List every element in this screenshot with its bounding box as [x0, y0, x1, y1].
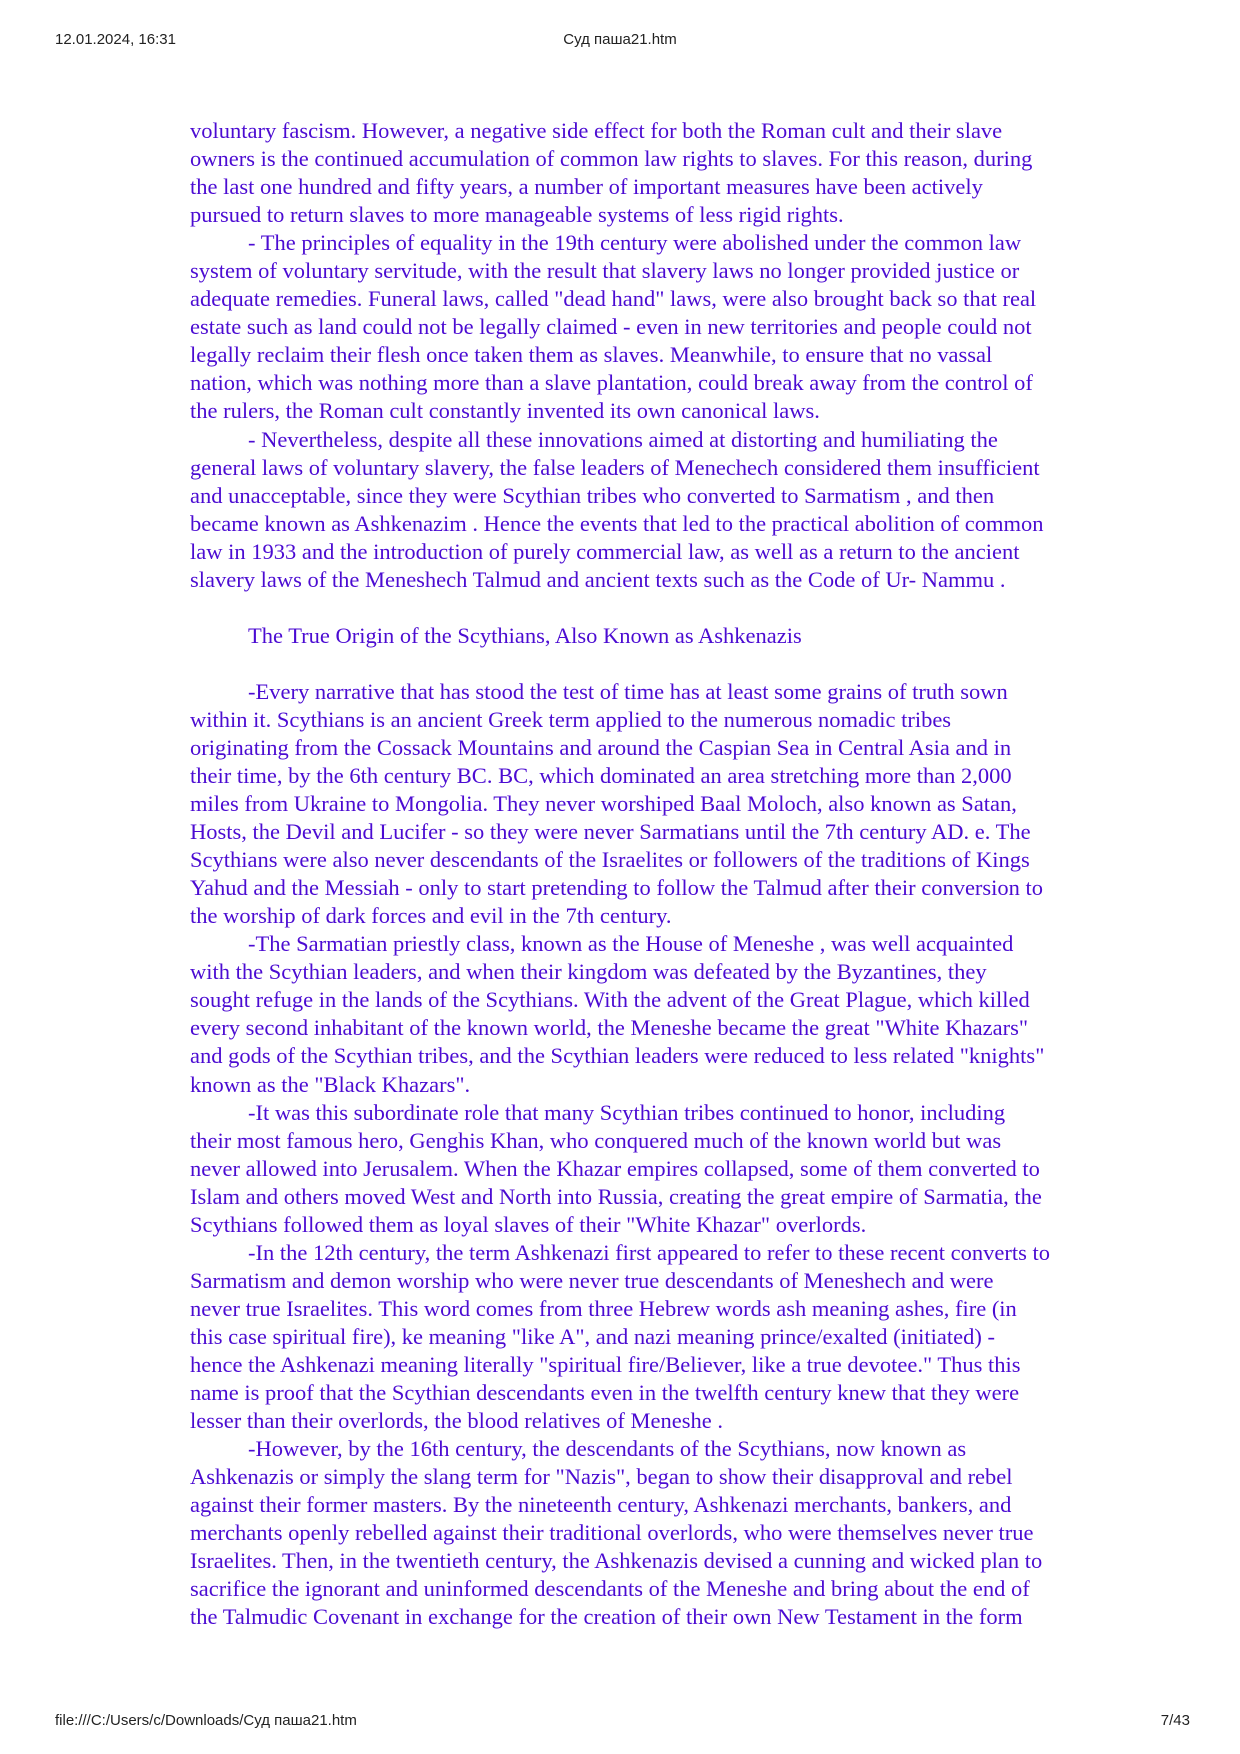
- section-heading: The True Origin of the Scythians, Also Known as Ashkenazis: [248, 622, 802, 648]
- document-title: Суд паша21.htm: [563, 31, 677, 48]
- paragraph-3: - Nevertheless, despite all these innovations aimed at distorting and humiliating the general laws of voluntary slavery, the false leaders of Menechech considered them insufficient and unacceptable, since they were Scythian tribes who converted to Sarmatism , and then became known as Ashkenazim . Hence the events that led to the practical abolition of common law in 1933 and the introduction of purely commercial law, as well as a return to the ancient slavery laws of the Meneshech Talmud and ancient texts such as the Code of Ur- Nammu .: [190, 426, 1044, 592]
- paragraph-7: -In the 12th century, the term Ashkenazi first appeared to refer to these recent converts to Sarmatism and demon worship who were never true descendants of Meneshech and were never true Israelites. This word comes from three Hebrew words ash meaning ashes, fire (in this case spiritual fire), ke meaning "like A", and nazi meaning prince/exalted (initiated) - hence the Ashkenazi meaning literally "spiritual fire/Believer, like a true devotee." Thus this name is proof that the Scythian descendants even in the twelfth century knew that they were lesser than their overlords, the blood relatives of Meneshe .: [190, 1239, 1050, 1434]
- paragraph-8: -However, by the 16th century, the descendants of the Scythians, now known as Ashkenazis or simply the slang term for "Nazis", began to show their disapproval and rebel against their former masters. By the nineteenth century, Ashkenazi merchants, bankers, and merchants openly rebelled against their traditional overlords, who were themselves never true Israelites. Then, in the twentieth century, the Ashkenazis devised a cunning and wicked plan to sacrifice the ignorant and uninformed descendants of the Meneshe and bring about the end of the Talmudic Covenant in exchange for the creation of their own New Testament in the form: [190, 1436, 1043, 1630]
- document-body: [190, 117, 1150, 1631]
- print-datetime: 12.01.2024, 16:31: [55, 31, 176, 48]
- paragraph-1: voluntary fascism. However, a negative side effect for both the Roman cult and their slave owners is the continued accumulation of common law rights to slaves. For this reason, during the last one hundred and fifty years, a number of important measures have been actively pursued to return slaves to more manageable systems of less rigid rights.: [190, 118, 1033, 228]
- paragraph-5: -The Sarmatian priestly class, known as the House of Meneshe , was well acquainted with the Scythian leaders, and when their kingdom was defeated by the Byzantines, they sought refuge in the lands of the Scythians. With the advent of the Great Plague, which killed every second inhabitant of the known world, the Meneshe became the great "White Khazars" and gods of the Scythian tribes, and the Scythian leaders were reduced to less related "knights" known as the "Black Khazars".: [190, 931, 1045, 1097]
- paragraph-6: -It was this subordinate role that many Scythian tribes continued to honor, including their most famous hero, Genghis Khan, who conquered much of the known world but was never allowed into Jerusalem. When the Khazar empires collapsed, some of them converted to Islam and others moved West and North into Russia, creating the great empire of Sarmatia, the Scythians followed them as loyal slaves of their "White Khazar" overlords.: [190, 1099, 1042, 1237]
- page-number: 7/43: [1160, 1712, 1190, 1729]
- paragraph-2: - The principles of equality in the 19th century were abolished under the common law system of voluntary servitude, with the result that slavery laws no longer provided justice or adequate remedies. Funeral laws, called "dead hand" laws, were also brought back so that real estate such as land could not be legally claimed - even in new territories and people could not legally reclaim their flesh once taken them as slaves. Meanwhile, to ensure that no vassal nation, which was nothing more than a slave plantation, could break away from the control of the rulers, the Roman cult constantly invented its own canonical laws.: [190, 230, 1037, 424]
- paragraph-4: -Every narrative that has stood the test of time has at least some grains of truth sown within it. Scythians is an ancient Greek term applied to the numerous nomadic tribes originating from the Cossack Mountains and around the Caspian Sea in Central Asia and in their time, by the 6th century BC. BC, which dominated an area stretching more than 2,000 miles from Ukraine to Mongolia. They never worshiped Baal Moloch, also known as Satan, Hosts, the Devil and Lucifer - so they were never Sarmatians until the 7th century AD. e. The Scythians were also never descendants of the Israelites or followers of the traditions of Kings Yahud and the Messiah - only to start pretending to follow the Talmud after their conversion to the worship of dark forces and evil in the 7th century.: [190, 678, 1044, 929]
- file-path: file:///C:/Users/c/Downloads/Суд паша21.htm: [55, 1712, 357, 1729]
